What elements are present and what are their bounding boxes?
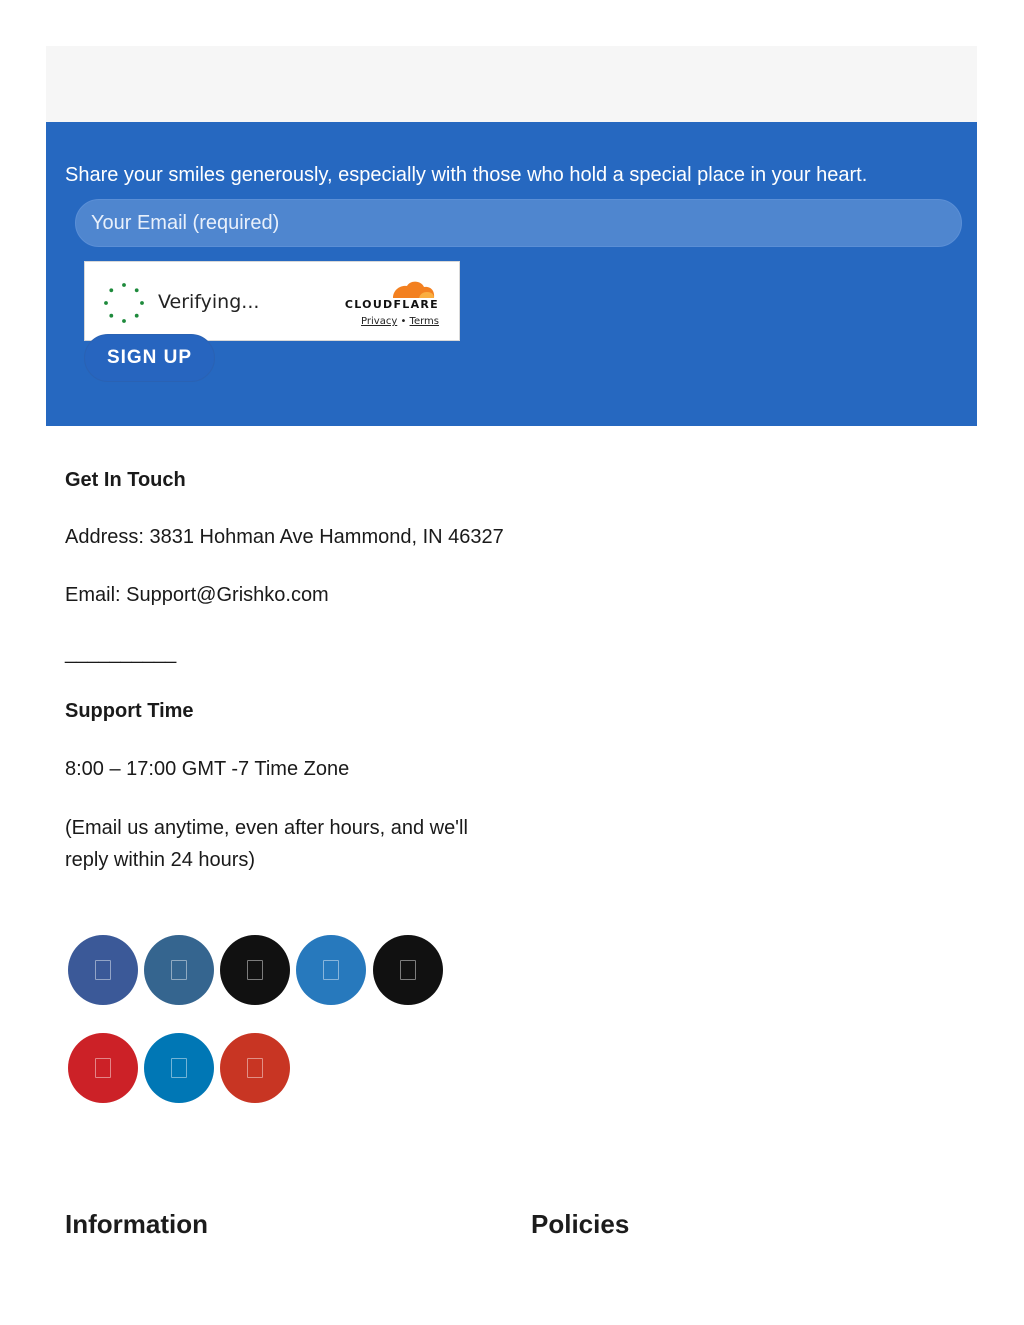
tumblr-link[interactable] <box>144 935 214 1005</box>
information-heading: Information <box>65 1209 208 1239</box>
privacy-link[interactable]: Privacy <box>361 316 398 327</box>
pinterest-icon <box>95 1058 111 1078</box>
signup-tagline: Share your smiles generously, especially with those who hold a special place in your heart. <box>65 164 868 186</box>
support-time-heading: Support Time <box>65 700 194 722</box>
contact-section <box>65 464 505 876</box>
reddit-link[interactable] <box>220 1033 290 1103</box>
policies-heading: Policies <box>531 1209 630 1239</box>
facebook-link[interactable] <box>68 935 138 1005</box>
linkedin-icon <box>171 1058 187 1078</box>
pinterest-link[interactable] <box>68 1033 138 1103</box>
threads-link[interactable] <box>373 935 443 1005</box>
tumblr-icon <box>171 960 187 980</box>
loading-spinner-icon <box>103 282 145 324</box>
reddit-icon <box>247 1058 263 1078</box>
verifying-status: Verifying... <box>158 291 260 313</box>
linkedin-link[interactable] <box>144 1033 214 1103</box>
email-text: Email: Support@Grishko.com <box>65 584 329 606</box>
separator-line: __________ <box>65 642 177 664</box>
support-hours: 8:00 – 17:00 GMT -7 Time Zone <box>65 758 350 780</box>
support-note: (Email us anytime, even after hours, and we'll reply within 24 hours) <box>65 817 468 871</box>
vk-icon <box>323 960 339 980</box>
cloudflare-turnstile[interactable] <box>84 261 460 341</box>
threads-icon <box>400 960 416 980</box>
vk-link[interactable] <box>296 935 366 1005</box>
sign-up-button[interactable]: SIGN UP <box>84 334 215 382</box>
get-in-touch-heading: Get In Touch <box>65 469 186 491</box>
link-separator: • <box>400 316 407 327</box>
terms-link[interactable]: Terms <box>409 316 439 327</box>
x-twitter-icon <box>247 960 263 980</box>
address-text: Address: 3831 Hohman Ave Hammond, IN 46327 <box>65 526 504 548</box>
x-twitter-link[interactable] <box>220 935 290 1005</box>
newsletter-signup <box>46 122 977 426</box>
email-input[interactable] <box>75 199 962 247</box>
top-banner-area <box>46 46 977 122</box>
cloudflare-wordmark: CLOUDFLARE <box>344 298 439 311</box>
facebook-icon <box>95 960 111 980</box>
captcha-links <box>361 316 439 327</box>
